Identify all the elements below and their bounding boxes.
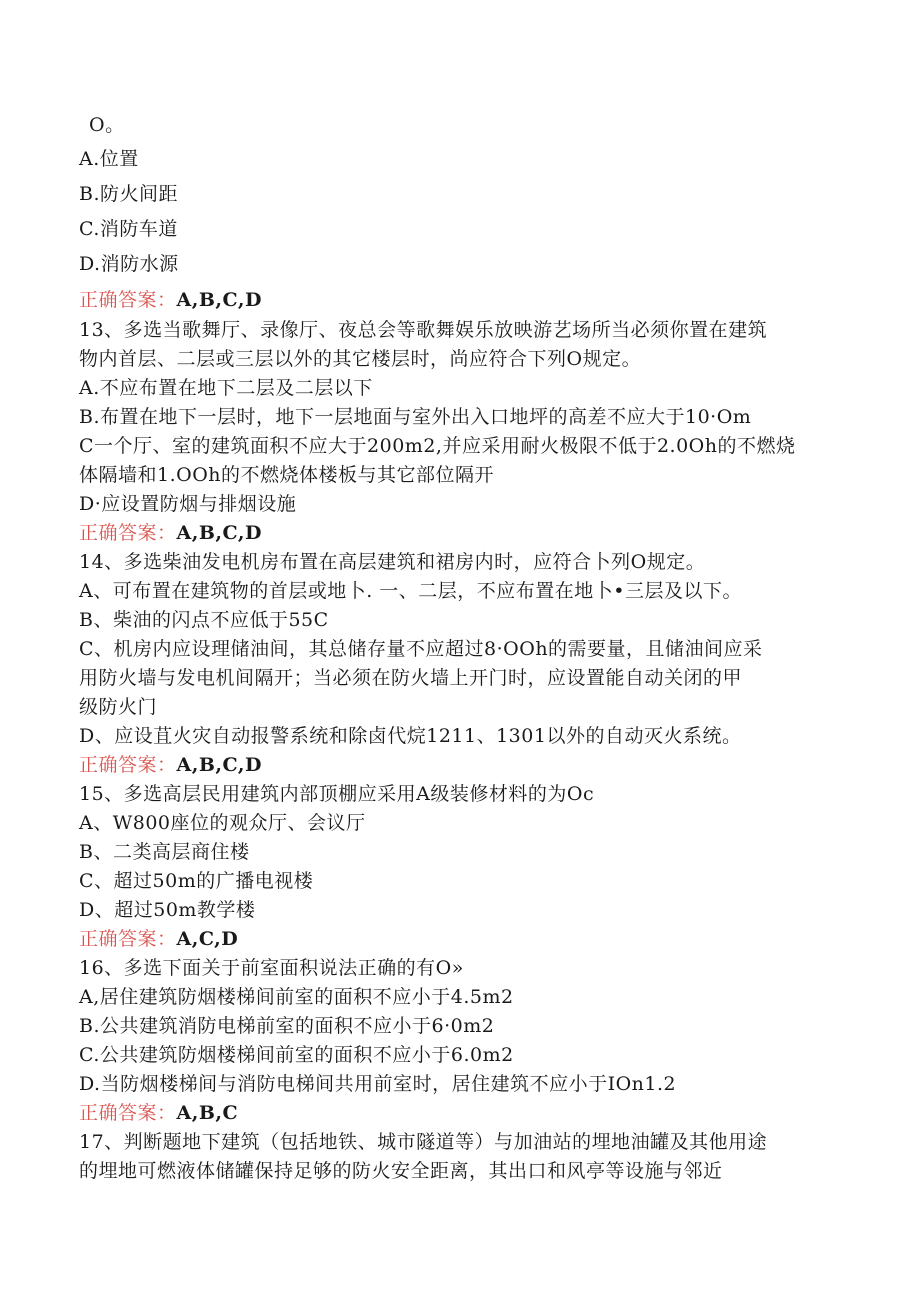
option-line: B.公共建筑消防电梯前室的面积不应小于6·0m2	[79, 1015, 495, 1037]
option-line: A、W800座位的观众厅、会议厅	[79, 812, 366, 834]
option-line: D、应设苴火灾自动报警系统和除卤代烷1211、1301以外的自动灭火系统。	[79, 725, 742, 747]
option-line: B.防火间距	[79, 183, 179, 205]
question-line: 14、多选柴油发电机房布置在高层建筑和裙房内时，应符合卜列O规定。	[79, 551, 706, 573]
option-line: D.当防烟楼梯间与消防电梯间共用前室时，居住建筑不应小于IOn1.2	[79, 1073, 677, 1095]
question-line: 17、判断题地下建筑（包括地铁、城市隧道等）与加油站的埋地油罐及其他用途	[79, 1131, 768, 1153]
answer-label: 正确答案：	[79, 754, 177, 776]
option-line: C一个厅、室的建筑面积不应大于200m2,并应采用耐火极限不低于2.0Oh的不燃烧	[79, 435, 796, 457]
option-line: B、柴油的闪点不应低于55C	[79, 609, 329, 631]
option-line: D·应设置防烟与排烟设施	[79, 493, 297, 515]
option-line: D、超过50m教学楼	[79, 899, 256, 921]
option-line: D.消防水源	[79, 253, 179, 275]
option-line: A.不应布置在地下二层及二层以下	[79, 377, 373, 399]
option-line: A.位置	[79, 148, 139, 170]
option-line: 级防火门	[79, 696, 158, 718]
option-line: 体隔墙和1.OOh的不燃烧体楼板与其它部位隔开	[79, 464, 495, 486]
answer-value: A,B,C,D	[176, 754, 262, 776]
answer-label: 正确答案：	[79, 522, 177, 544]
option-line: B.布置在地下一层时，地下一层地面与室外出入口地坪的高差不应大于10·Om	[79, 406, 752, 428]
text-line: O。	[89, 114, 125, 136]
answer-line	[79, 288, 262, 312]
answer-value: A,B,C,D	[176, 522, 262, 544]
answer-value: A,B,C,D	[176, 289, 262, 311]
option-line: C、机房内应设理储油间，其总储存量不应超过8·OOh的需要量，且储油间应采	[79, 638, 763, 660]
answer-line	[79, 1101, 238, 1125]
answer-label: 正确答案：	[79, 289, 177, 311]
answer-label: 正确答案：	[79, 1102, 177, 1124]
question-line: 的埋地可燃液体储罐保持足够的防火安全距离，其出口和风亭等设施与邻近	[79, 1160, 723, 1182]
question-line: 16、多选下面关于前室面积说法正确的有O»	[79, 957, 464, 979]
answer-value: A,B,C	[176, 1102, 239, 1124]
answer-label: 正确答案：	[79, 928, 177, 950]
option-line: C.公共建筑防烟楼梯间前室的面积不应小于6.0m2	[79, 1044, 514, 1066]
question-line: 物内首层、二层或三层以外的其它楼层时，尚应符合下列O规定。	[79, 348, 642, 370]
option-line: C.消防车道	[79, 218, 178, 240]
answer-line	[79, 753, 262, 777]
option-line: C、超过50m的广播电视楼	[79, 870, 314, 892]
option-line: A,居住建筑防烟楼梯间前室的面积不应小于4.5m2	[79, 986, 514, 1008]
option-line: 用防火墙与发电机间隔开；当必须在防火墙上开门时，应设置能自动关闭的甲	[79, 667, 743, 689]
answer-value: A,C,D	[176, 928, 239, 950]
question-line: 15、多选高层民用建筑内部顶棚应采用A级装修材料的为Oc	[79, 783, 595, 805]
option-line: B、二类高层商住楼	[79, 841, 250, 863]
question-line: 13、多选当歌舞厅、录像厅、夜总会等歌舞娱乐放映游艺场所当必须你置在建筑	[79, 319, 768, 341]
option-line: A、可布置在建筑物的首层或地卜. 一、二层，不应布置在地卜•三层及以下。	[79, 580, 743, 602]
answer-line	[79, 927, 238, 951]
answer-line	[79, 521, 262, 545]
